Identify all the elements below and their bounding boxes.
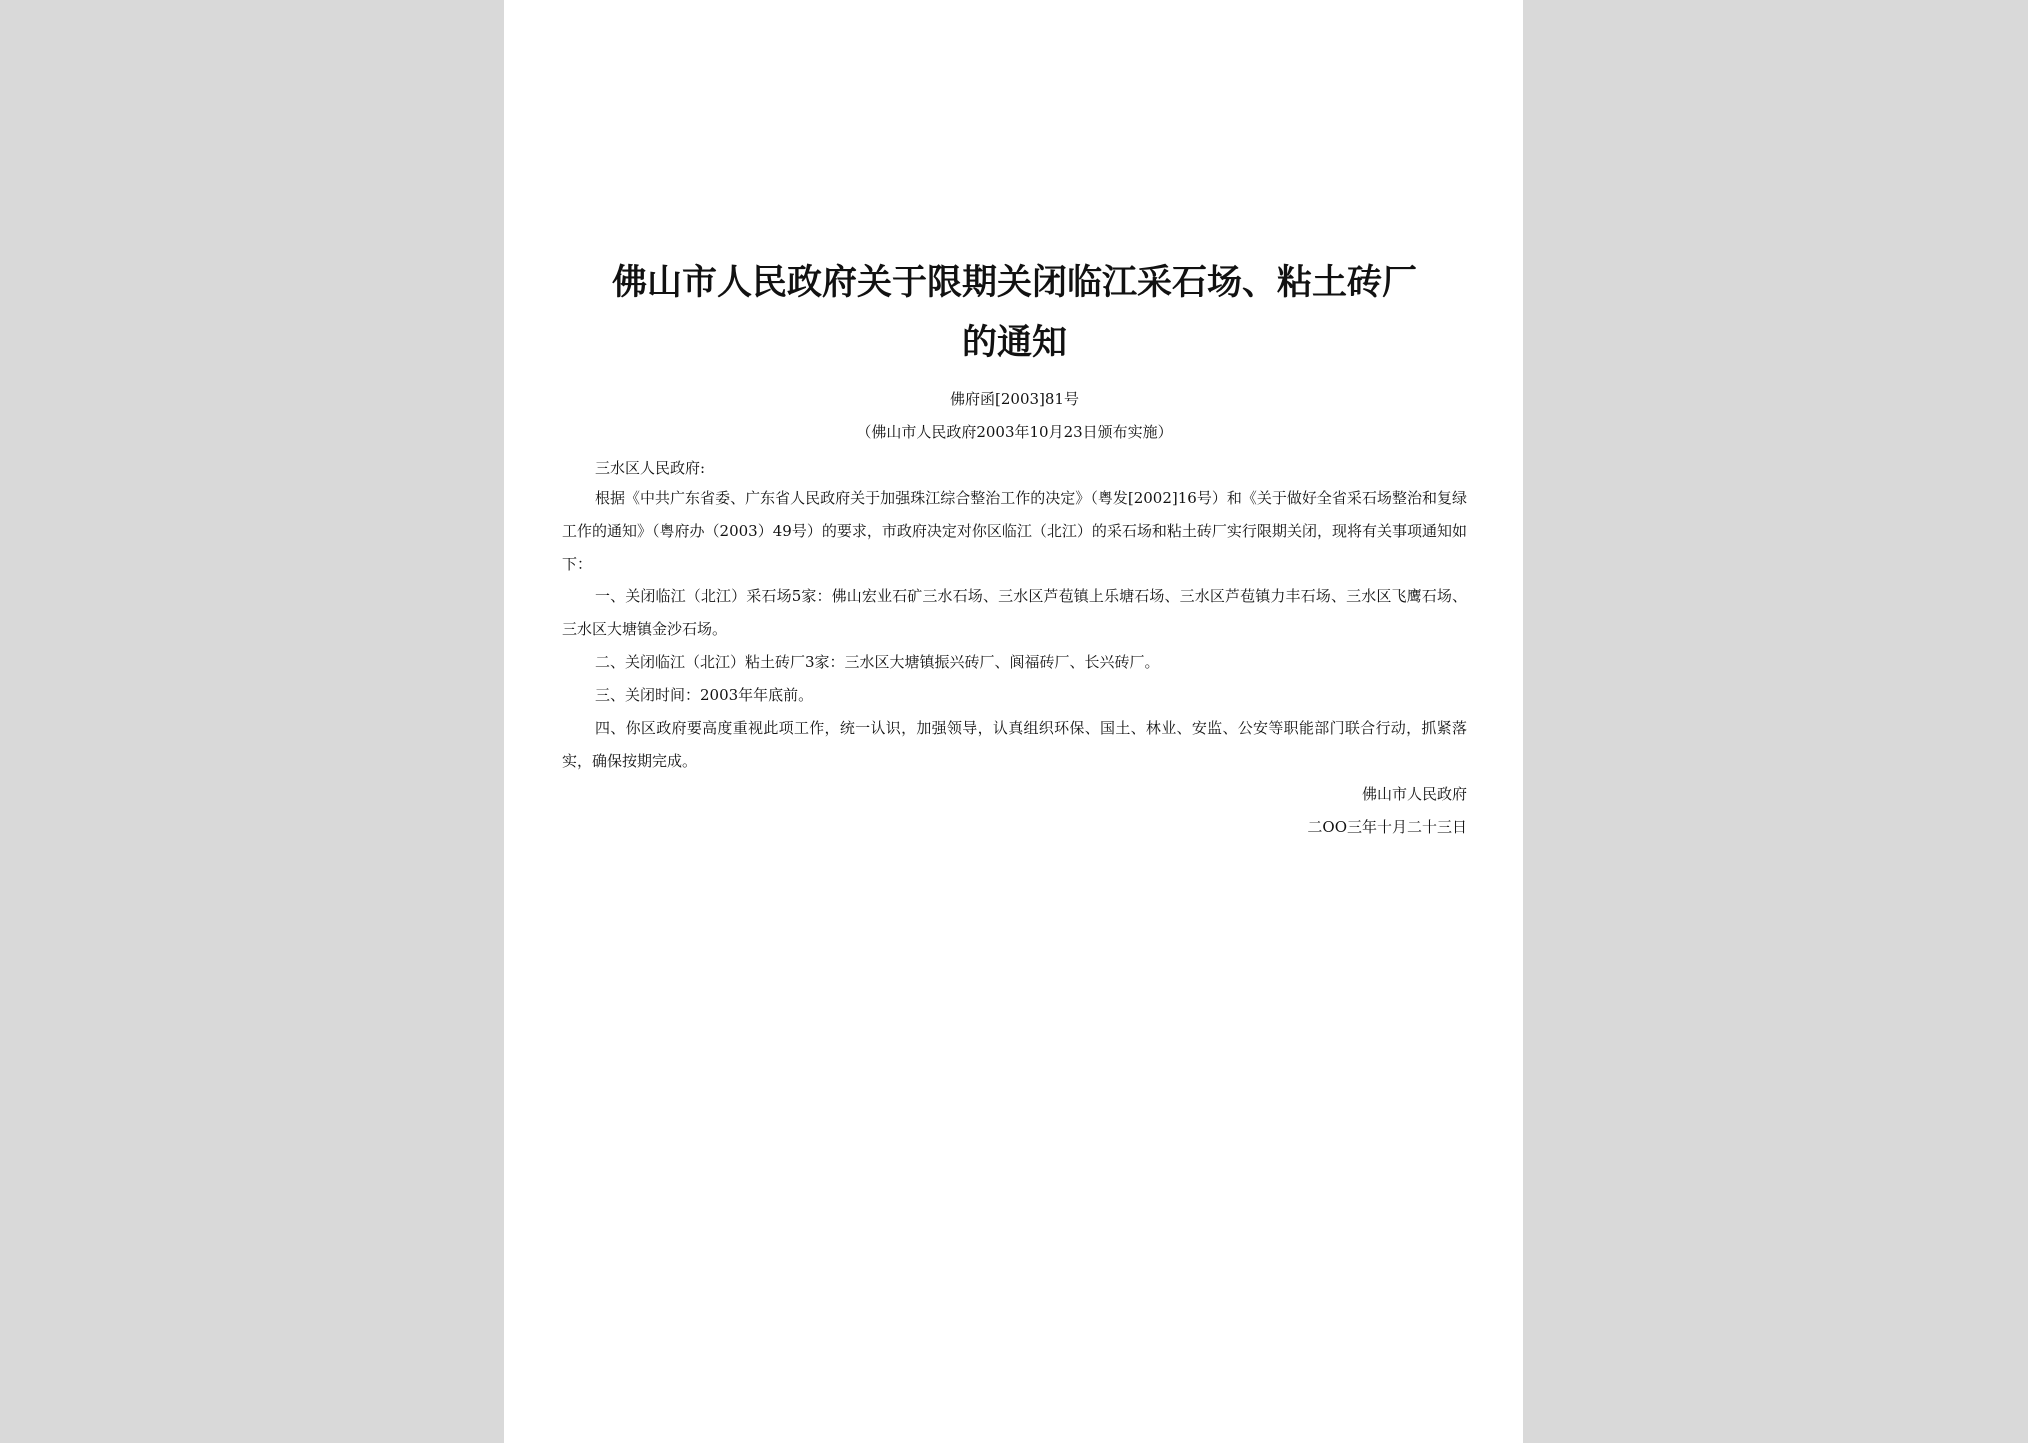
issued-note: （佛山市人民政府2003年10月23日颁布实施） [856, 423, 1173, 441]
signature-organization: 佛山市人民政府 [1361, 785, 1467, 803]
title-line-2: 的通知 [961, 323, 1067, 363]
document-number: 佛府函[2003]81号 [950, 390, 1079, 408]
document-page [504, 0, 1523, 1443]
paragraph-item-4: 四、你区政府要高度重视此项工作，统一认识，加强领导，认真组织环保、国土、林业、安监、公安等职能部门联合行动，抓紧落实，确保按期完成。 [562, 719, 1467, 770]
paragraph-item-3: 三、关闭时间：2003年年底前。 [595, 686, 814, 704]
paragraph-item-2: 二、关闭临江（北江）粘土砖厂3家：三水区大塘镇振兴砖厂、阆福砖厂、长兴砖厂。 [595, 653, 1160, 671]
salutation: 三水区人民政府: [595, 459, 706, 477]
document-title [562, 253, 1467, 373]
paragraph-item-1: 一、关闭临江（北江）采石场5家：佛山宏业石矿三水石场、三水区芦苞镇上乐塘石场、三水区芦苞镇力丰石场、三水区飞鹰石场、三水区大塘镇金沙石场。 [562, 587, 1467, 638]
title-line-1: 佛山市人民政府关于限期关闭临江采石场、粘土砖厂 [611, 263, 1417, 303]
signature-date: 二OO三年十月二十三日 [1307, 818, 1467, 836]
paragraph-intro: 根据《中共广东省委、广东省人民政府关于加强珠江综合整治工作的决定》（粤发[2002]16号）和《关于做好全省采石场整治和复绿工作的通知》（粤府办（2003）49号）的要求，市政府决定对你区临江（北江）的采石场和粘土砖厂实行限期关闭，现将有关事项通知如下： [562, 489, 1467, 573]
